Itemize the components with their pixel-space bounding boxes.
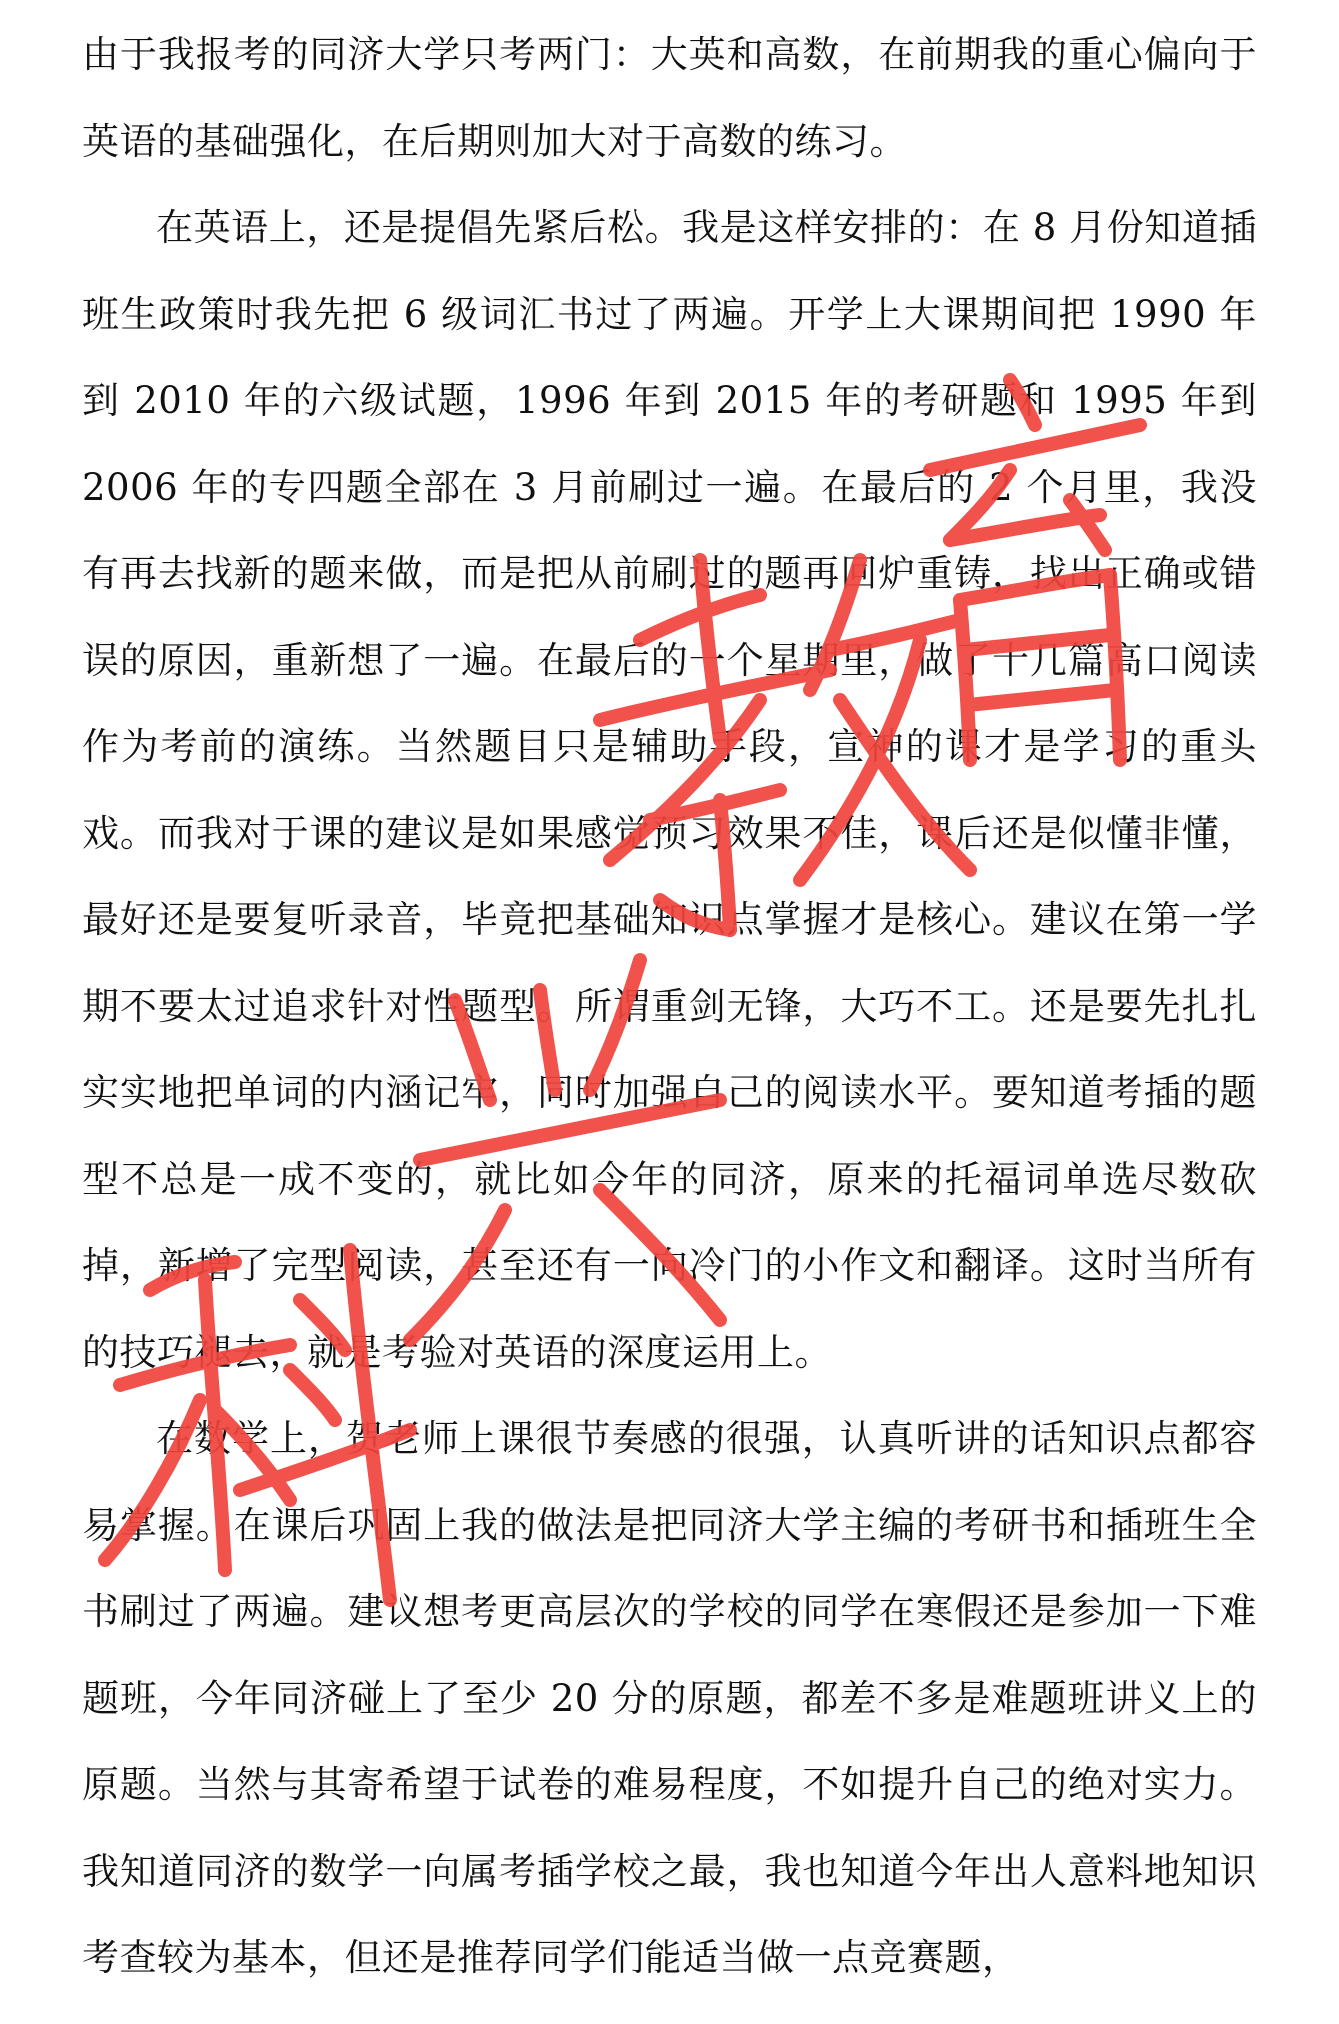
paragraph-intro: 由于我报考的同济大学只考两门：大英和高数，在前期我的重心偏向于英语的基础强化，在后期则加大对于高数的练习。: [82, 33, 1257, 163]
document-body: [82, 12, 1257, 2002]
paragraph-math: 在数学上，贺老师上课很节奏感的很强，认真听讲的话知识点都容易掌握。在课后巩固上我的做法是把同济大学主编的考研书和插班生全书刷过了两遍。建议想考更高层次的学校的同学在寒假还是参加一下难题班，今年同济碰上了至少 20 分的原题，都差不多是难题班讲义上的原题。当然与其寄希望于试卷的难易程度，不如提升自己的绝对实力。我知道同济的数学一向属考插学校之最，我也知道今年出人意料地知识考查较为基本，但还是推荐同学们能适当做一点竞赛题，: [82, 1417, 1257, 1979]
paragraph-english: 在英语上，还是提倡先紧后松。我是这样安排的：在 8 月份知道插班生政策时我先把 6 级词汇书过了两遍。开学上大课期间把 1990 年到 2010 年的六级试题，1996 年到 2015 年的考研题和 1995 年到 2006 年的专四题全部在 3 月前刷过一遍。在最后的 2 个月里，我没有再去找新的题来做，而是把从前刷过的题再回炉重铸，找出正确或错误的原因，重新想了一遍。在最后的一个星期里，做了十几篇高口阅读作为考前的演练。当然题目只是辅助手段，宣神的课才是学习的重头戏。而我对于课的建议是如果感觉预习效果不佳，课后还是似懂非懂，最好还是要复听录音，毕竟把基础知识点掌握才是核心。建议在第一学期不要太过追求针对性题型。所谓重剑无锋，大巧不工。还是要先扎扎实实地把单词的内涵记牢，同时加强自己的阅读水平。要知道考插的题型不总是一成不变的，就比如今年的同济，原来的托福词单选尽数砍掉，新增了完型阅读，甚至还有一向冷门的小作文和翻译。这时当所有的技巧褪去，就是考验对英语的深度运用上。: [82, 206, 1257, 1374]
